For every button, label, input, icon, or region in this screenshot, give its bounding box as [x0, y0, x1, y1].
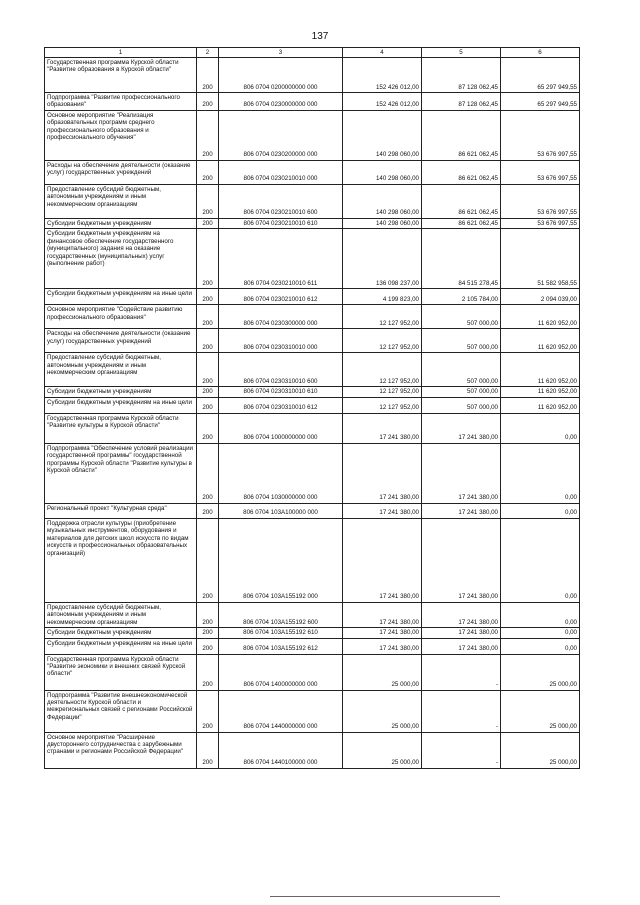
row-code-cell: 200 [197, 58, 219, 93]
row-value-cell: 507 000,00 [422, 397, 501, 413]
row-value-cell: 12 127 952,00 [343, 353, 422, 387]
row-value-cell: 65 297 949,55 [501, 93, 580, 111]
row-kbk-cell: 806 0704 103A155192 610 [219, 628, 343, 638]
row-kbk-cell: 806 0704 103A100000 000 [219, 503, 343, 518]
row-value-cell: 17 241 380,00 [343, 638, 422, 654]
row-code-cell: 200 [197, 387, 219, 397]
row-kbk-cell: 806 0704 0230310010 600 [219, 353, 343, 387]
row-value-cell: 0,00 [501, 628, 580, 638]
row-value-cell: 25 000,00 [343, 732, 422, 768]
row-value-cell: - [422, 654, 501, 690]
table-row [45, 329, 580, 353]
row-code-cell: 200 [197, 690, 219, 732]
header-cell: 3 [219, 48, 343, 58]
row-code-cell: 200 [197, 638, 219, 654]
row-value-cell: 17 241 380,00 [422, 443, 501, 503]
row-value-cell: 12 127 952,00 [343, 397, 422, 413]
row-code-cell: 200 [197, 305, 219, 329]
row-value-cell: 507 000,00 [422, 353, 501, 387]
row-value-cell: 11 620 952,00 [501, 397, 580, 413]
table-row [45, 690, 580, 732]
row-value-cell: 17 241 380,00 [343, 503, 422, 518]
row-value-cell: 0,00 [501, 413, 580, 443]
row-value-cell: 140 298 060,00 [343, 184, 422, 218]
row-kbk-cell: 806 0704 1440000000 000 [219, 690, 343, 732]
row-value-cell: 17 241 380,00 [343, 628, 422, 638]
row-code-cell: 200 [197, 353, 219, 387]
table-row [45, 654, 580, 690]
row-value-cell: 17 241 380,00 [343, 518, 422, 602]
row-value-cell: 17 241 380,00 [422, 518, 501, 602]
table-row [45, 229, 580, 289]
row-kbk-cell: 806 0704 0230310010 610 [219, 387, 343, 397]
row-code-cell: 200 [197, 732, 219, 768]
row-value-cell: - [422, 732, 501, 768]
row-value-cell: 25 000,00 [501, 654, 580, 690]
row-kbk-cell: 806 0704 0230000000 000 [219, 93, 343, 111]
row-code-cell: 200 [197, 443, 219, 503]
row-value-cell: 12 127 952,00 [343, 305, 422, 329]
row-value-cell: 136 098 237,00 [343, 229, 422, 289]
table-row [45, 58, 580, 93]
row-value-cell: 17 241 380,00 [422, 638, 501, 654]
row-value-cell: 507 000,00 [422, 329, 501, 353]
row-value-cell: 11 620 952,00 [501, 305, 580, 329]
row-value-cell: 51 582 958,55 [501, 229, 580, 289]
row-value-cell: 140 298 060,00 [343, 160, 422, 184]
row-value-cell: 25 000,00 [343, 654, 422, 690]
row-value-cell: 53 676 997,55 [501, 218, 580, 228]
row-value-cell: 53 676 997,55 [501, 184, 580, 218]
row-value-cell: 12 127 952,00 [343, 387, 422, 397]
row-value-cell: 507 000,00 [422, 305, 501, 329]
table-row [45, 628, 580, 638]
row-value-cell: 17 241 380,00 [343, 413, 422, 443]
row-value-cell: 17 241 380,00 [422, 628, 501, 638]
row-name-cell: Предоставление субсидий бюджетным, автономным учреждениям и иным некоммерческим организациям [45, 602, 197, 627]
row-value-cell: 4 199 823,00 [343, 289, 422, 305]
row-value-cell: 86 621 062,45 [422, 218, 501, 228]
row-name-cell: Расходы на обеспечение деятельности (оказание услуг) государственных учреждений [45, 329, 197, 353]
row-value-cell: 0,00 [501, 443, 580, 503]
table-row [45, 602, 580, 627]
row-name-cell: Поддержка отрасли культуры (приобретение музыкальных инструментов, оборудования и материалов для детских школ искусств по видам искусств и профессиональных образовательных организаций) [45, 518, 197, 602]
row-kbk-cell: 806 0704 0230210010 612 [219, 289, 343, 305]
row-value-cell: 140 298 060,00 [343, 218, 422, 228]
row-kbk-cell: 806 0704 0230210010 600 [219, 184, 343, 218]
row-value-cell: 0,00 [501, 602, 580, 627]
table-row [45, 305, 580, 329]
row-name-cell: Предоставление субсидий бюджетным, автономным учреждениям и иным некоммерческим организациям [45, 184, 197, 218]
row-code-cell: 200 [197, 518, 219, 602]
row-code-cell: 200 [197, 654, 219, 690]
row-value-cell: 17 241 380,00 [343, 602, 422, 627]
table-row [45, 638, 580, 654]
row-kbk-cell: 806 0704 103A155192 000 [219, 518, 343, 602]
row-value-cell: 17 241 380,00 [343, 443, 422, 503]
row-code-cell: 200 [197, 289, 219, 305]
row-value-cell: 0,00 [501, 638, 580, 654]
row-value-cell: 2 094 039,00 [501, 289, 580, 305]
row-value-cell: 17 241 380,00 [422, 602, 501, 627]
row-value-cell: 0,00 [501, 503, 580, 518]
row-kbk-cell: 806 0704 0230200000 000 [219, 110, 343, 160]
row-value-cell: 87 128 062,45 [422, 93, 501, 111]
row-kbk-cell: 806 0704 0230300000 000 [219, 305, 343, 329]
header-cell: 2 [197, 48, 219, 58]
row-name-cell: Предоставление субсидий бюджетным, автономным учреждениям и иным некоммерческим организациям [45, 353, 197, 387]
table-row [45, 518, 580, 602]
row-name-cell: Субсидии бюджетным учреждениям на иные цели [45, 638, 197, 654]
header-row [45, 48, 580, 58]
row-value-cell: 65 297 949,55 [501, 58, 580, 93]
row-name-cell: Государственная программа Курской области "Развитие образования в Курской области" [45, 58, 197, 93]
row-name-cell: Субсидии бюджетным учреждениям на финансовое обеспечение государственного (муниципального) задания на оказание государственных (муниципальных) услуг (выполнение работ) [45, 229, 197, 289]
header-cell: 5 [422, 48, 501, 58]
row-name-cell: Субсидии бюджетным учреждениям [45, 218, 197, 228]
header-cell: 6 [501, 48, 580, 58]
row-value-cell: 507 000,00 [422, 387, 501, 397]
row-code-cell: 200 [197, 110, 219, 160]
row-code-cell: 200 [197, 160, 219, 184]
row-value-cell: - [422, 690, 501, 732]
table-row [45, 289, 580, 305]
row-value-cell: 11 620 952,00 [501, 353, 580, 387]
row-value-cell: 17 241 380,00 [422, 503, 501, 518]
budget-table [44, 47, 580, 769]
table-row [45, 397, 580, 413]
row-name-cell: Подпрограмма "Развитие профессионального образования" [45, 93, 197, 111]
row-name-cell: Основное мероприятие "Расширение двустороннего сотрудничества с зарубежными странами и регионами Российской Федерации" [45, 732, 197, 768]
row-value-cell: 25 000,00 [501, 690, 580, 732]
row-value-cell: 17 241 380,00 [422, 413, 501, 443]
row-name-cell: Подпрограмма "Развитие внешнеэкономической деятельности Курской области и межрегиональных связей с регионами Российской Федерации" [45, 690, 197, 732]
row-value-cell: 87 128 062,45 [422, 58, 501, 93]
row-code-cell: 200 [197, 628, 219, 638]
row-name-cell: Подпрограмма "Обеспечение условий реализации государственной программы" государственной программы Курской области "Развитие культуры в Курской области" [45, 443, 197, 503]
row-name-cell: Государственная программа Курской области "Развитие культуры в Курской области" [45, 413, 197, 443]
row-value-cell: 11 620 952,00 [501, 329, 580, 353]
table-row [45, 184, 580, 218]
row-value-cell: 86 621 062,45 [422, 184, 501, 218]
row-kbk-cell: 806 0704 1400000000 000 [219, 654, 343, 690]
table-row [45, 503, 580, 518]
row-code-cell: 200 [197, 93, 219, 111]
row-kbk-cell: 806 0704 103A155192 600 [219, 602, 343, 627]
table-row [45, 353, 580, 387]
row-kbk-cell: 806 0704 1030000000 000 [219, 443, 343, 503]
row-value-cell: 53 676 997,55 [501, 110, 580, 160]
row-kbk-cell: 806 0704 0230210010 611 [219, 229, 343, 289]
table-row [45, 413, 580, 443]
row-kbk-cell: 806 0704 0200000000 000 [219, 58, 343, 93]
row-kbk-cell: 806 0704 1000000000 000 [219, 413, 343, 443]
row-name-cell: Субсидии бюджетным учреждениям на иные цели [45, 397, 197, 413]
row-value-cell: 11 620 952,00 [501, 387, 580, 397]
table-row [45, 443, 580, 503]
row-name-cell: Расходы на обеспечение деятельности (оказание услуг) государственных учреждений [45, 160, 197, 184]
row-name-cell: Региональный проект "Культурная среда" [45, 503, 197, 518]
row-value-cell: 84 515 278,45 [422, 229, 501, 289]
row-name-cell: Субсидии бюджетным учреждениям [45, 387, 197, 397]
row-kbk-cell: 806 0704 0230210010 000 [219, 160, 343, 184]
table-row [45, 218, 580, 228]
table-row [45, 110, 580, 160]
header-cell: 4 [343, 48, 422, 58]
row-value-cell: 53 676 997,55 [501, 160, 580, 184]
row-name-cell: Субсидии бюджетным учреждениям [45, 628, 197, 638]
row-value-cell: 12 127 952,00 [343, 329, 422, 353]
row-code-cell: 200 [197, 229, 219, 289]
row-value-cell: 152 426 012,00 [343, 58, 422, 93]
row-value-cell: 0,00 [501, 518, 580, 602]
row-name-cell: Основное мероприятие "Реализация образовательных программ среднего профессионального образования и профессионального обучения" [45, 110, 197, 160]
footer-rule [270, 896, 500, 897]
row-value-cell: 86 621 062,45 [422, 160, 501, 184]
page-number: 137 [311, 31, 329, 42]
row-name-cell: Государственная программа Курской области "Развитие экономики и внешних связей Курской области" [45, 654, 197, 690]
row-value-cell: 86 621 062,45 [422, 110, 501, 160]
row-name-cell: Основное мероприятие "Содействие развитию профессионального образования" [45, 305, 197, 329]
row-kbk-cell: 806 0704 0230310010 612 [219, 397, 343, 413]
row-value-cell: 25 000,00 [501, 732, 580, 768]
row-code-cell: 200 [197, 218, 219, 228]
row-code-cell: 200 [197, 184, 219, 218]
header-cell: 1 [45, 48, 197, 58]
row-code-cell: 200 [197, 397, 219, 413]
row-name-cell: Субсидии бюджетным учреждениям на иные цели [45, 289, 197, 305]
row-kbk-cell: 806 0704 0230210010 610 [219, 218, 343, 228]
row-code-cell: 200 [197, 329, 219, 353]
row-code-cell: 200 [197, 602, 219, 627]
row-kbk-cell: 806 0704 103A155192 612 [219, 638, 343, 654]
row-value-cell: 2 105 784,00 [422, 289, 501, 305]
table-row [45, 160, 580, 184]
row-value-cell: 25 000,00 [343, 690, 422, 732]
row-code-cell: 200 [197, 503, 219, 518]
table-row [45, 387, 580, 397]
table-row [45, 732, 580, 768]
row-kbk-cell: 806 0704 1440100000 000 [219, 732, 343, 768]
row-code-cell: 200 [197, 413, 219, 443]
row-value-cell: 140 298 060,00 [343, 110, 422, 160]
row-value-cell: 152 426 012,00 [343, 93, 422, 111]
row-kbk-cell: 806 0704 0230310010 000 [219, 329, 343, 353]
table-row [45, 93, 580, 111]
